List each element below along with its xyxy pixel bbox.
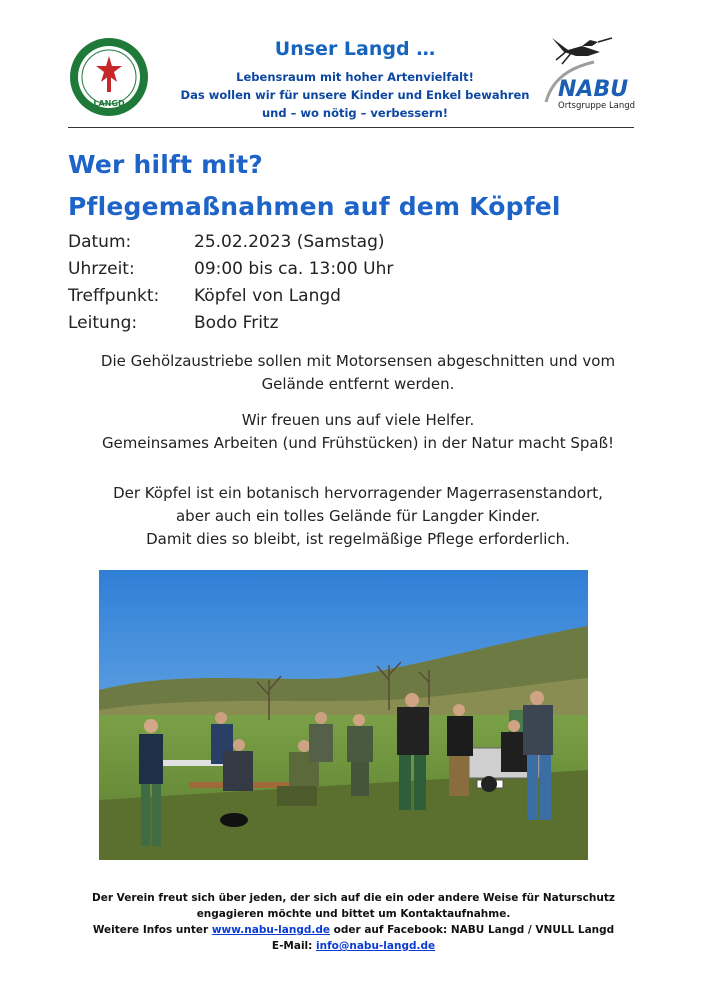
footer-more-info-label: Weitere Infos unter [92,924,212,936]
header-title: Unser Langd … [274,38,436,60]
paragraph-koepfel-1: Der Köpfel ist ein botanisch hervorragender Magerrasenstandort, [113,484,603,502]
paragraph-helpers-2: Gemeinsames Arbeiten (und Frühstücken) in der Natur macht Spaß! [101,434,615,452]
info-label-lead: Leitung: [68,313,138,333]
nabu-logo [538,30,650,116]
footer-line-2: engagieren möchte und bittet um Kontaktaufnahme. [196,908,511,920]
footer-facebook-text: oder auf Facebook: NABU Langd / VNULL Langd [330,924,615,936]
header-divider [68,127,634,128]
paragraph-koepfel-3: Damit dies so bleibt, ist regelmäßige Pflege erforderlich. [146,530,570,548]
info-label-time: Uhrzeit: [68,259,135,279]
footer-line-3 [40,922,667,938]
info-label-date: Datum: [68,232,132,252]
langd-emblem-logo [68,36,150,118]
email-link[interactable]: info@nabu-langd.de [316,940,436,952]
paragraph-task-1: Die Gehölzaustriebe sollen mit Motorsensen abgeschnitten und vom [100,352,616,370]
website-link[interactable]: www.nabu-langd.de [211,924,330,936]
header-line-1: Lebensraum mit hoher Artenvielfalt! [236,70,474,84]
header-line-3: und – wo nötig – verbessern! [262,106,448,120]
paragraph-helpers-1: Wir freuen uns auf viele Helfer. [241,411,475,429]
header-line-2: Das wollen wir für unsere Kinder und Enkel bewahren [180,88,530,102]
info-value-time: 09:00 bis ca. 13:00 Uhr [194,259,394,279]
paragraph-koepfel-2: aber auch ein tolles Gelände für Langder Kinder. [175,507,540,525]
emblem-text: LANGD [93,99,125,108]
nabu-wordmark: NABU [558,77,629,102]
nabu-subtitle: Ortsgruppe Langd [558,101,636,111]
footer-email-label: E-Mail: [271,940,317,952]
info-value-date: 25.02.2023 (Samstag) [194,232,385,252]
headline-title: Pflegemaßnahmen auf dem Köpfel [68,192,561,221]
group-photo [99,570,588,860]
info-value-meeting-point: Köpfel von Langd [194,286,341,306]
info-value-lead: Bodo Fritz [194,313,279,333]
paragraph-task-2: Gelände entfernt werden. [261,375,455,393]
footer-line-1: Der Verein freut sich über jeden, der sich auf die ein oder andere Weise für Naturschutz [92,892,615,904]
footer-email-line [40,938,667,954]
headline-question: Wer hilft mit? [68,150,264,179]
info-label-meeting-point: Treffpunkt: [68,286,160,306]
